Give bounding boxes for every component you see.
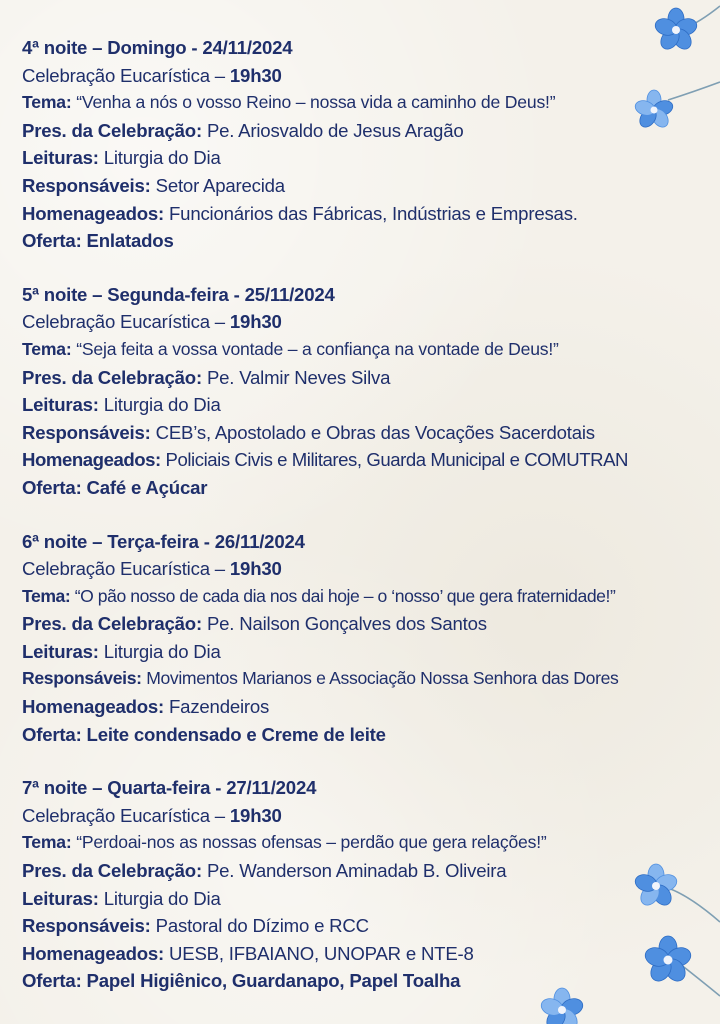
oferta-label: Oferta: (22, 230, 82, 252)
oferta-value: Enlatados (86, 230, 174, 252)
tema-value: “Seja feita a vossa vontade – a confiança na vontade de Deus!” (76, 338, 559, 359)
night-section (22, 528, 718, 749)
night-section (22, 281, 718, 502)
oferta-value: Papel Higiênico, Guardanapo, Papel Toalha (86, 970, 461, 992)
oferta-value: Leite condensado e Creme de leite (86, 723, 386, 745)
tema-value: “Venha a nós o vosso Reino – nossa vida a caminho de Deus!” (76, 92, 556, 113)
leituras-line (22, 144, 718, 172)
pres-label: Pres. da Celebração: (22, 860, 202, 882)
tema-line (22, 829, 718, 857)
responsaveis-value: CEB’s, Apostolado e Obras das Vocações Sacerdotais (155, 421, 595, 443)
leituras-line (22, 638, 718, 666)
homenageados-label: Homenageados: (22, 449, 161, 471)
homenageados-value: Policiais Civis e Militares, Guarda Municipal e COMUTRAN (165, 449, 629, 471)
leituras-value: Liturgia do Dia (103, 394, 221, 416)
pres-label: Pres. da Celebração: (22, 613, 202, 635)
leituras-label: Leituras: (22, 394, 99, 416)
oferta-label: Oferta: (22, 723, 82, 745)
leituras-value: Liturgia do Dia (103, 147, 221, 169)
celebration-time: 19h30 (229, 804, 282, 826)
tema-label: Tema: (22, 832, 72, 853)
celebration-label: Celebração Eucarística – (22, 311, 230, 333)
responsaveis-line (22, 665, 718, 693)
tema-line (22, 583, 718, 611)
homenageados-value: Fazendeiros (169, 696, 270, 718)
leituras-line (22, 885, 718, 913)
pres-label: Pres. da Celebração: (22, 119, 202, 141)
night-heading: 4ª noite – Domingo - 24/11/2024 (22, 37, 293, 58)
celebration-label: Celebração Eucarística – (22, 64, 230, 86)
leituras-value: Liturgia do Dia (103, 640, 221, 662)
homenageados-value: Funcionários das Fábricas, Indústrias e Empresas. (169, 202, 578, 224)
homenageados-label: Homenageados: (22, 696, 165, 718)
oferta-label: Oferta: (22, 970, 82, 992)
homenageados-line (22, 200, 718, 228)
night-heading: 5ª noite – Segunda-feira - 25/11/2024 (22, 283, 335, 305)
leituras-label: Leituras: (22, 147, 99, 169)
tema-label: Tema: (22, 338, 72, 359)
homenageados-value: UESB, IFBAIANO, UNOPAR e NTE-8 (169, 942, 474, 964)
pres-line (22, 117, 718, 145)
celebration-time: 19h30 (229, 558, 282, 580)
responsaveis-label: Responsáveis: (22, 174, 151, 196)
homenageados-line (22, 446, 718, 474)
pres-value: Pe. Wanderson Aminadab B. Oliveira (206, 860, 507, 882)
tema-value: “Perdoai-nos as nossas ofensas – perdão que gera relações!” (76, 832, 547, 853)
responsaveis-line (22, 172, 718, 200)
homenageados-line (22, 940, 718, 968)
celebration-time: 19h30 (229, 64, 282, 86)
tema-value: “O pão nosso de cada dia nos dai hoje – o ‘nosso’ que gera fraternidade!” (74, 585, 616, 606)
program-schedule (22, 34, 718, 1021)
responsaveis-value: Setor Aparecida (155, 174, 285, 196)
pres-line (22, 610, 718, 638)
homenageados-label: Homenageados: (22, 942, 165, 964)
homenageados-label: Homenageados: (22, 202, 165, 224)
tema-label: Tema: (22, 92, 72, 113)
homenageados-line (22, 693, 718, 721)
tema-label: Tema: (22, 585, 71, 606)
oferta-value: Café e Açúcar (86, 476, 208, 498)
oferta-line (22, 227, 718, 255)
leituras-value: Liturgia do Dia (103, 887, 221, 909)
night-section (22, 34, 718, 255)
leituras-label: Leituras: (22, 640, 99, 662)
celebration-label: Celebração Eucarística – (22, 558, 230, 580)
oferta-label: Oferta: (22, 476, 82, 498)
celebration-time: 19h30 (229, 311, 282, 333)
responsaveis-line (22, 912, 718, 940)
pres-value: Pe. Ariosvaldo de Jesus Aragão (206, 119, 464, 141)
pres-value: Pe. Valmir Neves Silva (206, 366, 391, 388)
responsaveis-line (22, 419, 718, 447)
celebration-line (22, 802, 718, 830)
oferta-line (22, 721, 718, 749)
pres-line (22, 857, 718, 885)
celebration-line (22, 62, 718, 90)
responsaveis-value: Movimentos Marianos e Associação Nossa Senhora das Dores (146, 668, 619, 689)
responsaveis-label: Responsáveis: (22, 668, 142, 689)
pres-label: Pres. da Celebração: (22, 366, 202, 388)
pres-value: Pe. Nailson Gonçalves dos Santos (206, 613, 487, 635)
responsaveis-value: Pastoral do Dízimo e RCC (155, 915, 369, 937)
night-heading: 6ª noite – Terça-feira - 26/11/2024 (22, 530, 305, 552)
celebration-line (22, 308, 718, 336)
celebration-label: Celebração Eucarística – (22, 804, 230, 826)
night-section (22, 774, 718, 995)
tema-line (22, 336, 718, 364)
leituras-line (22, 391, 718, 419)
celebration-line (22, 555, 718, 583)
night-heading: 7ª noite – Quarta-feira - 27/11/2024 (22, 777, 317, 799)
responsaveis-label: Responsáveis: (22, 421, 151, 443)
pres-line (22, 364, 718, 392)
responsaveis-label: Responsáveis: (22, 915, 151, 937)
leituras-label: Leituras: (22, 887, 99, 909)
oferta-line (22, 967, 718, 995)
oferta-line (22, 474, 718, 502)
tema-line (22, 89, 718, 117)
